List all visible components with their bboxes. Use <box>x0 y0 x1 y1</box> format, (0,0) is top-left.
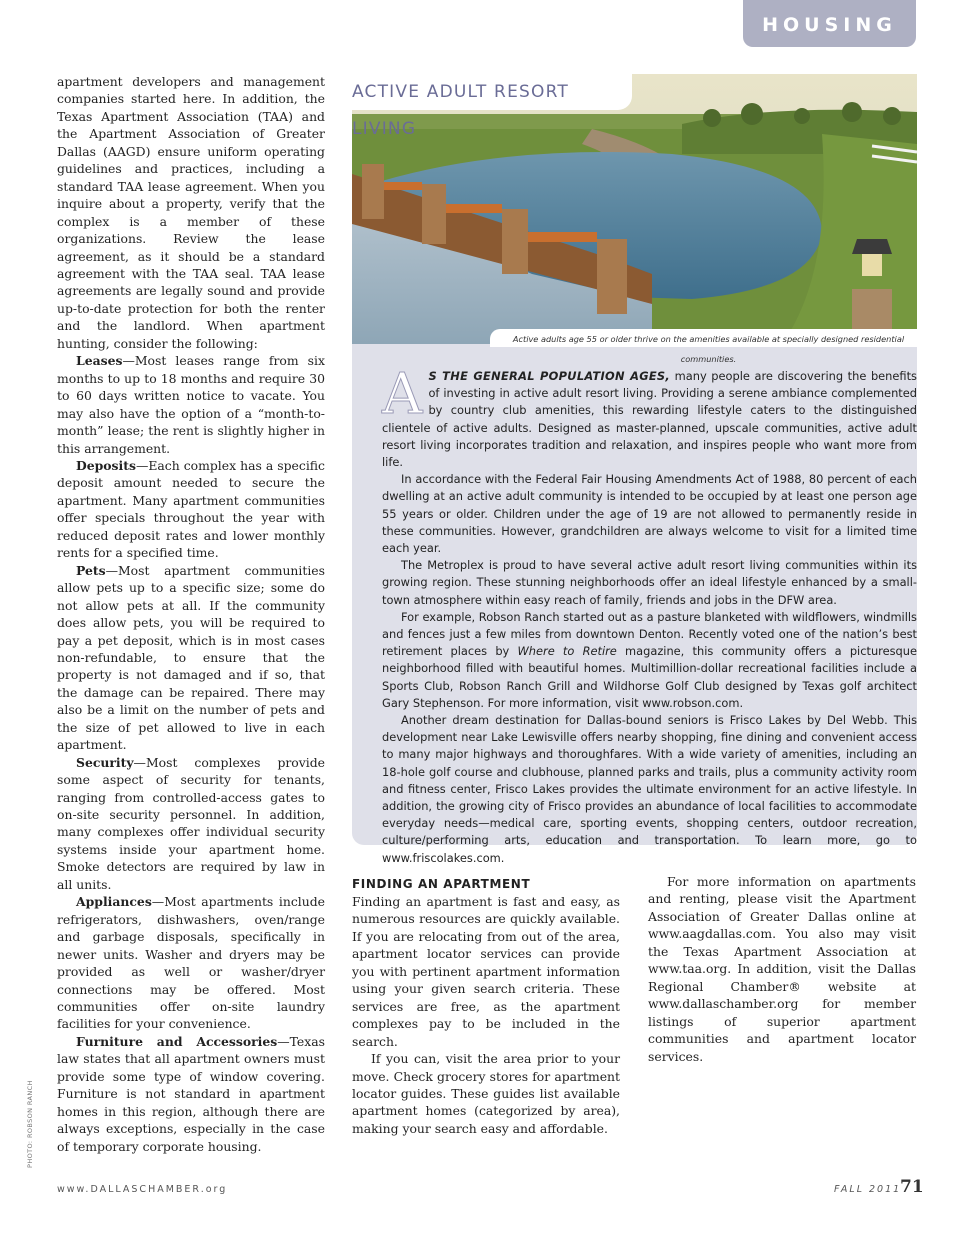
appliances-term: Appliances <box>76 894 152 910</box>
footer-season: FALL 2011 <box>834 1184 902 1195</box>
furniture-text: —Texas law states that all apartment owners must provide some type of window covering. Furniture is not standard in apartment homes in this region, although there are always exceptions, especially in the case of temporary corporate housing. <box>57 1033 325 1154</box>
photo-caption-box <box>490 329 917 364</box>
magazine-title: Where to Retire <box>517 644 617 659</box>
finding-column <box>352 875 620 1137</box>
drop-cap: A <box>382 362 423 427</box>
page-number: 71 <box>900 1177 924 1197</box>
pets-text: —Most apartment communities allow pets up to a specific size; some do not allow pets at all. If the community does allow pets, you will be required to pay a pet deposit, which is in most cases non-refundable, to ensure that the property is not damaged and if so, that the damage can be repaired. There may also be a limit on the number of pets and the size of pet allowed to live in each apartment. <box>57 562 325 753</box>
finding-paragraph-2: If you can, visit the area prior to your move. Check grocery stores for apartment locator guides. These guides list available apartment homes (categorized by area), making your search easy and affordable. <box>352 1051 620 1136</box>
sidebar-paragraph-1 <box>382 362 917 471</box>
appliances-paragraph <box>57 893 325 1033</box>
sidebar-paragraph-3: The Metroplex is proud to have several active adult resort living communities within its growing region. These stunning neighborhoods offer an ideal lifestyle enhanced by a small-town atmosphere within easy reach of family, friends and jobs in the DFW area. <box>382 558 917 607</box>
left-column <box>57 73 325 1155</box>
intro-paragraph: apartment developers and management companies started here. In addition, the Texas Apartment Association (TAA) and the Apartment Association of Greater Dallas (AAGD) ensure uniform operating guidelines and practices, including a standard TAA lease agreement. When you inquire about a property, verify that the complex is a member of these organizations. Review the lease agreement, as it should be a standard agreement with the TAA seal. TAA lease agreements are legally sound and provide up-to-date protection for both the renter and the landlord. When apartment hunting, consider the following: <box>57 74 325 351</box>
sidebar-title: ACTIVE ADULT RESORT LIVING <box>352 82 569 139</box>
furniture-paragraph <box>57 1033 325 1155</box>
finding-heading: FINDING AN APARTMENT <box>352 877 531 891</box>
section-tab <box>743 0 916 47</box>
section-tab-label: HOUSING <box>762 14 897 36</box>
sidebar-paragraph-4 <box>382 609 917 712</box>
sidebar-p4-text-a: For example, Robson Ranch started out as a pasture blanketed with wildflowers, windmills and fences just a few miles from downtown Denton. Recently voted one of the nation’s best retirement places by <box>382 609 917 659</box>
security-text: —Most complexes provide some aspect of security for tenants, ranging from controlled-access gates to on-site security personnel. In addition, many complexes offer individual security systems inside your apartment home. Smoke detectors are required by law in all units. <box>57 754 325 892</box>
footer-url: www.DALLASCHAMBER.org <box>57 1184 228 1195</box>
sidebar-p4-text-b: magazine, this community offers a picturesque neighborhood filled with beautiful homes. Multimillion-dollar recreational facilities include a Sports Club, Robson Ranch Grill and Wildhorse Golf Club designed by Texas golf architect Gary Stephenson. For more information, visit www.robson.com. <box>382 644 918 710</box>
appliances-text: —Most apartments include refrigerators, dishwashers, oven/range and garbage disposals, specifically in newer units. Washer and dryers may be provided as well or washer/dryer connections may be offered. Most communities offer on-site laundry facilities for your convenience. <box>57 894 325 1032</box>
more-info-paragraph: For more information on apartments and renting, please visit the Apartment Association of Greater Dallas online at www.aagdallas.com. You also may visit the Texas Apartment Association at www.taa.org. In addition, visit the Dallas Regional Chamber® website at www.dallaschamber.org for member listings of superior apartment communities and apartment locator services. <box>648 874 916 1064</box>
leases-paragraph <box>57 352 325 457</box>
finding-paragraph-1: Finding an apartment is fast and easy, as numerous resources are quickly available. If you are relocating from out of the area, apartment locator services can provide you with pertinent apartment information using your given search criteria. These services are free, as the apartment complexes pay to be included in the search. <box>352 894 620 1049</box>
sidebar-article <box>382 362 918 867</box>
security-term: Security <box>76 754 134 770</box>
pets-paragraph <box>57 562 325 754</box>
deposits-paragraph <box>57 457 325 562</box>
sidebar-lead: S THE GENERAL POPULATION AGES, <box>428 369 671 383</box>
photo-credit: PHOTO: ROBSON RANCH <box>26 1080 34 1168</box>
leases-term: Leases <box>76 353 123 369</box>
sidebar-paragraph-2: In accordance with the Federal Fair Housing Amendments Act of 1988, 80 percent of each dwelling at an active adult community is intended to be occupied by at least one person age 55 years or older. Children under the age of 19 are not allowed to permanently reside in these communities. However, grandchildren are always welcome to visit for a limited time each year. <box>382 472 917 556</box>
photo-caption: Active adults age 55 or older thrive on the amenities available at specially designed residential communities. <box>512 334 905 364</box>
pets-term: Pets <box>76 562 106 578</box>
sidebar-title-box <box>352 74 632 139</box>
sidebar-paragraph-5: Another dream destination for Dallas-bound seniors is Frisco Lakes by Del Webb. This development near Lake Lewisville offers nearby shopping, fine dining and convenient access to many major highways and thoroughfares. With a wide variety of amenities, including an 18-hole golf course and clubhouse, planned parks and trails, plus a community activity room and fitness center, Frisco Lakes provides the ultimate environment for an active lifestyle. In addition, the growing city of Frisco provides an abundance of local facilities to accommodate everyday needs—medical care, sporting events, shopping centers, outdoor recreation, culture/performing arts, education and transportation. To learn more, go to www.friscolakes.com. <box>382 713 917 865</box>
security-paragraph <box>57 754 325 894</box>
furniture-term: Furniture and Accessories <box>76 1033 278 1049</box>
more-info-column <box>648 873 916 1065</box>
sidebar-p1-text: many people are discovering the benefits of investing in active adult resort living. Providing a serene ambiance complemented by country club amenities, this rewarding lifestyle caters to the distinguished clientele of active adults. Designed as master-planned, upscale communities, active adult resort living incorporates tradition and relaxation, and inspires people who want more from life. <box>382 369 917 470</box>
deposits-term: Deposits <box>76 457 136 473</box>
leases-text: —Most leases range from six months to up to 18 months and require 30 to 60 days written notice to vacate. You may also have the option of a “month-to-month” lease; the rent is slightly higher in this arrangement. <box>57 353 325 456</box>
deposits-text: —Each complex has a specific deposit amount needed to secure the apartment. Many apartment communities offer specials throughout the year with reduced deposit rates and lower monthly rents for a specified time. <box>57 457 325 561</box>
